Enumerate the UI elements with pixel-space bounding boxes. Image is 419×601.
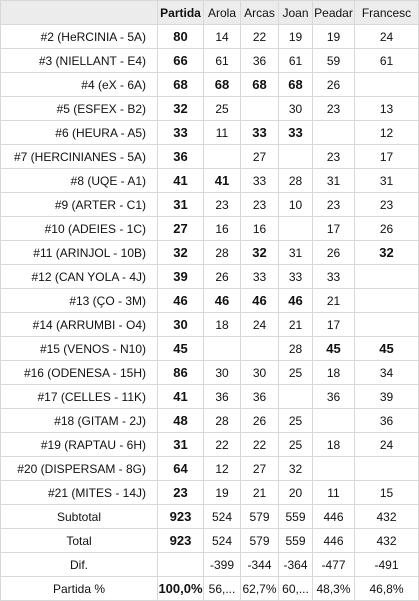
score-cell: 20 <box>279 481 313 505</box>
summary-value-cell: -344 <box>241 553 279 577</box>
summary-row <box>1 553 419 577</box>
summary-partida-cell <box>158 553 204 577</box>
partida-cell: 36 <box>158 145 204 169</box>
row-label: #21 (MITES - 14J) <box>1 481 158 505</box>
score-cell: 17 <box>355 145 419 169</box>
score-cell: 27 <box>241 145 279 169</box>
table-row <box>1 25 419 49</box>
score-cell: 15 <box>355 481 419 505</box>
score-cell: 17 <box>313 313 355 337</box>
score-cell: 41 <box>204 169 241 193</box>
score-cell <box>313 121 355 145</box>
summary-label: Total <box>1 529 158 553</box>
header-corner <box>1 1 158 25</box>
score-cell: 19 <box>279 25 313 49</box>
score-cell: 25 <box>279 409 313 433</box>
score-cell: 36 <box>204 385 241 409</box>
score-cell: 61 <box>279 49 313 73</box>
score-cell: 23 <box>313 97 355 121</box>
column-header: Francesc <box>355 1 419 25</box>
summary-value-cell: 432 <box>355 505 419 529</box>
partida-cell: 32 <box>158 241 204 265</box>
score-cell: 31 <box>313 169 355 193</box>
score-cell: 12 <box>355 121 419 145</box>
score-cell: 36 <box>355 409 419 433</box>
row-label: #12 (CAN YOLA - 4J) <box>1 265 158 289</box>
summary-value-cell: 446 <box>313 505 355 529</box>
score-cell: 68 <box>241 73 279 97</box>
partida-cell: 48 <box>158 409 204 433</box>
summary-value-cell: 524 <box>204 529 241 553</box>
score-cell: 34 <box>355 361 419 385</box>
header-row <box>1 1 419 25</box>
table-row <box>1 145 419 169</box>
score-cell: 26 <box>313 73 355 97</box>
score-cell: 26 <box>204 265 241 289</box>
partida-cell: 86 <box>158 361 204 385</box>
score-cell: 61 <box>204 49 241 73</box>
score-cell: 28 <box>279 169 313 193</box>
score-cell: 12 <box>204 457 241 481</box>
summary-value-cell: -399 <box>204 553 241 577</box>
score-cell: 13 <box>355 97 419 121</box>
score-cell: 32 <box>241 241 279 265</box>
score-cell: 26 <box>313 241 355 265</box>
score-cell: 68 <box>279 73 313 97</box>
partida-cell: 64 <box>158 457 204 481</box>
score-cell <box>279 385 313 409</box>
score-cell: 22 <box>241 25 279 49</box>
summary-value-cell: 524 <box>204 505 241 529</box>
partida-cell: 41 <box>158 385 204 409</box>
score-cell: 33 <box>241 121 279 145</box>
row-label: #5 (ESFEX - B2) <box>1 97 158 121</box>
score-cell: 18 <box>313 433 355 457</box>
row-label: #7 (HERCINIANES - 5A) <box>1 145 158 169</box>
table-row <box>1 217 419 241</box>
table-row <box>1 481 419 505</box>
score-cell: 21 <box>279 313 313 337</box>
partida-cell: 33 <box>158 121 204 145</box>
row-label: #9 (ARTER - C1) <box>1 193 158 217</box>
row-label: #13 (ÇO - 3M) <box>1 289 158 313</box>
table-row <box>1 97 419 121</box>
score-cell: 46 <box>241 289 279 313</box>
row-label: #19 (RAPTAU - 6H) <box>1 433 158 457</box>
summary-value-cell: 432 <box>355 529 419 553</box>
score-cell <box>355 313 419 337</box>
score-cell: 45 <box>355 337 419 361</box>
table-row <box>1 169 419 193</box>
score-cell: 28 <box>204 409 241 433</box>
partida-cell: 45 <box>158 337 204 361</box>
score-cell: 33 <box>279 121 313 145</box>
table-row <box>1 409 419 433</box>
score-cell: 31 <box>279 241 313 265</box>
score-cell: 25 <box>279 361 313 385</box>
table-row <box>1 337 419 361</box>
row-label: #17 (CELLES - 11K) <box>1 385 158 409</box>
score-cell <box>279 217 313 241</box>
score-cell: 46 <box>279 289 313 313</box>
table-row <box>1 433 419 457</box>
score-cell <box>313 409 355 433</box>
score-cell: 61 <box>355 49 419 73</box>
partida-cell: 32 <box>158 97 204 121</box>
score-cell: 39 <box>355 385 419 409</box>
summary-row <box>1 529 419 553</box>
row-label: #10 (ADEIES - 1C) <box>1 217 158 241</box>
score-cell: 16 <box>241 217 279 241</box>
score-cell: 23 <box>355 193 419 217</box>
score-cell: 46 <box>204 289 241 313</box>
score-cell: 30 <box>204 361 241 385</box>
score-cell: 19 <box>204 481 241 505</box>
score-cell: 19 <box>313 25 355 49</box>
summary-value-cell: 446 <box>313 529 355 553</box>
summary-value-cell: 579 <box>241 529 279 553</box>
table-row <box>1 265 419 289</box>
summary-value-cell: 62,7% <box>241 577 279 601</box>
score-cell: 59 <box>313 49 355 73</box>
column-header: Arcas <box>241 1 279 25</box>
summary-value-cell: -491 <box>355 553 419 577</box>
row-label: #6 (HEURA - A5) <box>1 121 158 145</box>
row-label: #11 (ARINJOL - 10B) <box>1 241 158 265</box>
scores-table-body <box>1 1 419 601</box>
score-cell: 28 <box>204 241 241 265</box>
column-header: Partida <box>158 1 204 25</box>
row-label: #4 (eX - 6A) <box>1 73 158 97</box>
row-label: #14 (ARRUMBI - O4) <box>1 313 158 337</box>
column-header: Joan <box>279 1 313 25</box>
score-cell: 24 <box>241 313 279 337</box>
partida-cell: 23 <box>158 481 204 505</box>
table-row <box>1 313 419 337</box>
score-cell: 27 <box>241 457 279 481</box>
score-cell <box>279 145 313 169</box>
score-cell: 16 <box>204 217 241 241</box>
table-row <box>1 385 419 409</box>
summary-value-cell: -477 <box>313 553 355 577</box>
summary-partida-cell: 923 <box>158 505 204 529</box>
score-cell: 18 <box>204 313 241 337</box>
score-cell: 32 <box>279 457 313 481</box>
score-cell: 25 <box>204 97 241 121</box>
row-label: #3 (NIELLANT - E4) <box>1 49 158 73</box>
score-cell <box>204 145 241 169</box>
partida-cell: 31 <box>158 193 204 217</box>
partida-cell: 31 <box>158 433 204 457</box>
table-row <box>1 49 419 73</box>
score-cell: 23 <box>313 145 355 169</box>
score-cell: 36 <box>313 385 355 409</box>
summary-label: Dif. <box>1 553 158 577</box>
score-cell: 33 <box>241 169 279 193</box>
score-cell: 11 <box>313 481 355 505</box>
score-cell: 26 <box>241 409 279 433</box>
score-cell: 30 <box>241 361 279 385</box>
score-cell: 32 <box>355 241 419 265</box>
score-cell: 25 <box>279 433 313 457</box>
score-cell <box>241 97 279 121</box>
row-label: #15 (VENOS - N10) <box>1 337 158 361</box>
score-cell <box>241 337 279 361</box>
summary-label: Subtotal <box>1 505 158 529</box>
score-cell: 14 <box>204 25 241 49</box>
score-cell: 45 <box>313 337 355 361</box>
summary-row <box>1 577 419 601</box>
summary-row <box>1 505 419 529</box>
partida-cell: 30 <box>158 313 204 337</box>
score-cell: 10 <box>279 193 313 217</box>
partida-cell: 27 <box>158 217 204 241</box>
score-cell: 23 <box>241 193 279 217</box>
summary-partida-cell: 923 <box>158 529 204 553</box>
score-cell: 24 <box>355 25 419 49</box>
summary-value-cell: 56,... <box>204 577 241 601</box>
column-header: Peadar <box>313 1 355 25</box>
row-label: #2 (HeRCINIA - 5A) <box>1 25 158 49</box>
score-cell: 33 <box>313 265 355 289</box>
score-cell: 28 <box>279 337 313 361</box>
summary-value-cell: 46,8% <box>355 577 419 601</box>
score-cell <box>355 265 419 289</box>
partida-cell: 68 <box>158 73 204 97</box>
row-label: #16 (ODENESA - 15H) <box>1 361 158 385</box>
summary-value-cell: 579 <box>241 505 279 529</box>
table-row <box>1 361 419 385</box>
score-cell <box>313 457 355 481</box>
score-cell: 36 <box>241 385 279 409</box>
summary-partida-cell: 100,0% <box>158 577 204 601</box>
score-cell: 22 <box>204 433 241 457</box>
score-cell: 33 <box>241 265 279 289</box>
table-row <box>1 193 419 217</box>
column-header: Arola <box>204 1 241 25</box>
score-cell: 18 <box>313 361 355 385</box>
summary-value-cell: 60,... <box>279 577 313 601</box>
row-label: #8 (UQE - A1) <box>1 169 158 193</box>
partida-cell: 46 <box>158 289 204 313</box>
summary-value-cell: 559 <box>279 505 313 529</box>
score-cell <box>204 337 241 361</box>
score-cell <box>355 73 419 97</box>
summary-value-cell: 559 <box>279 529 313 553</box>
score-cell: 36 <box>241 49 279 73</box>
row-label: #18 (GITAM - 2J) <box>1 409 158 433</box>
partida-cell: 80 <box>158 25 204 49</box>
score-cell: 17 <box>313 217 355 241</box>
score-cell: 26 <box>355 217 419 241</box>
partida-cell: 39 <box>158 265 204 289</box>
score-cell: 11 <box>204 121 241 145</box>
score-cell: 30 <box>279 97 313 121</box>
score-cell: 31 <box>355 169 419 193</box>
table-row <box>1 289 419 313</box>
score-cell: 33 <box>279 265 313 289</box>
score-cell: 21 <box>241 481 279 505</box>
score-cell: 23 <box>313 193 355 217</box>
summary-label: Partida % <box>1 577 158 601</box>
table-row <box>1 73 419 97</box>
summary-value-cell: 48,3% <box>313 577 355 601</box>
score-cell: 23 <box>204 193 241 217</box>
score-cell <box>355 457 419 481</box>
score-cell: 21 <box>313 289 355 313</box>
score-cell: 24 <box>355 433 419 457</box>
score-cell: 68 <box>204 73 241 97</box>
table-row <box>1 121 419 145</box>
table-row <box>1 457 419 481</box>
row-label: #20 (DISPERSAM - 8G) <box>1 457 158 481</box>
score-cell: 22 <box>241 433 279 457</box>
partida-cell: 41 <box>158 169 204 193</box>
partida-cell: 66 <box>158 49 204 73</box>
table-row <box>1 241 419 265</box>
score-cell <box>355 289 419 313</box>
summary-value-cell: -364 <box>279 553 313 577</box>
